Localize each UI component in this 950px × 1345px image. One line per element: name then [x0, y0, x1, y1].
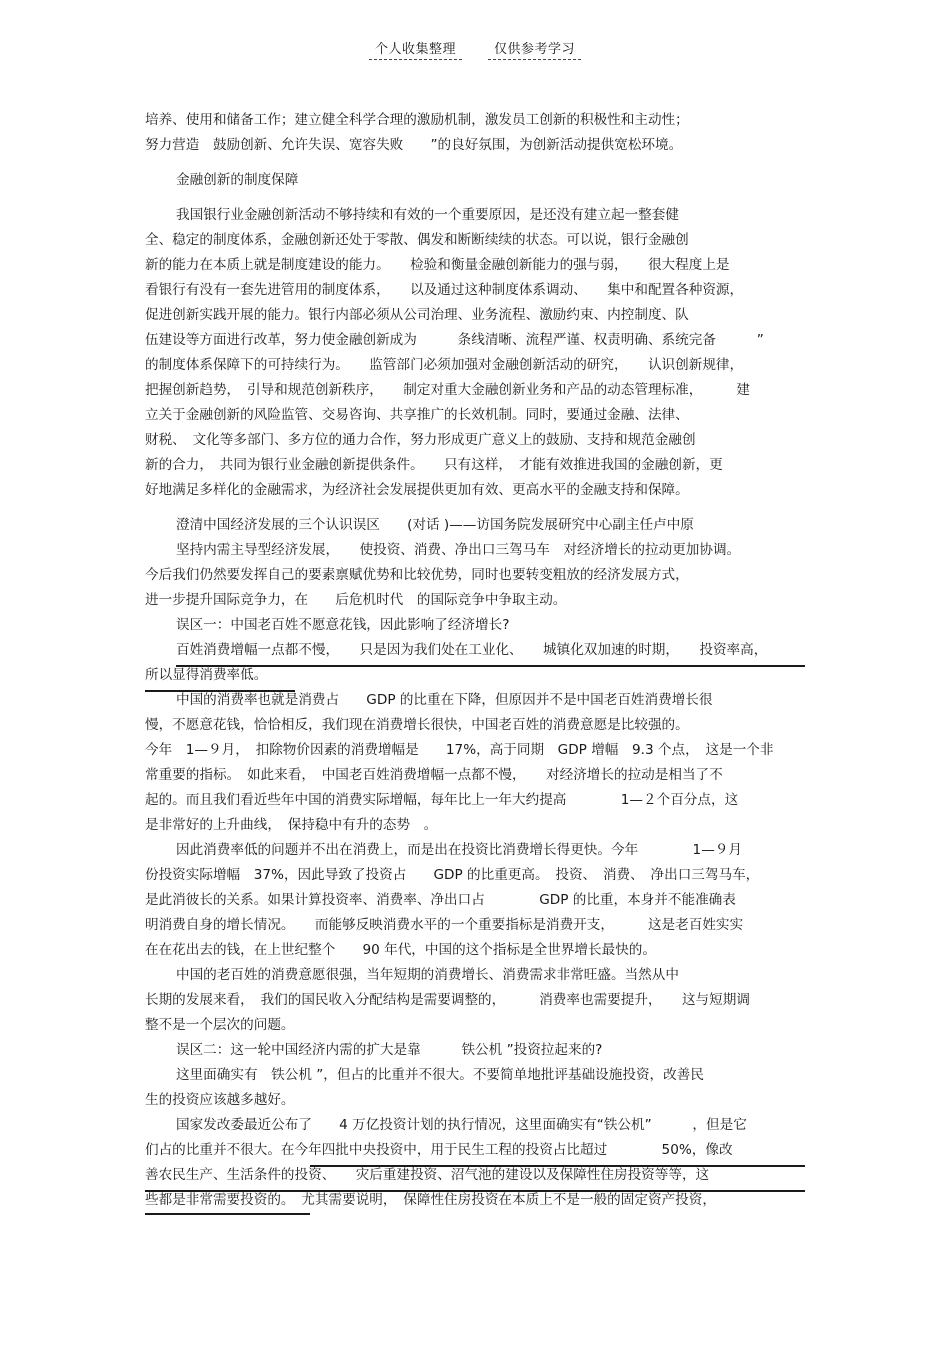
text-line: 财税、 文化等多部门、多方位的通力合作，努力形成更广意义上的鼓励、支持和规范金融创: [145, 432, 696, 448]
text-line: 中国的老百姓的消费意愿很强，当年短期的消费增长、消费需求非常旺盛。当然从中: [176, 967, 679, 983]
text-line: 澄清中国经济发展的三个认识误区 (对话 )——访国务院发展研究中心副主任卢中原: [176, 517, 694, 533]
text-line: 善农民生产、生活条件的投资、 灾后重建投资、沼气池的建设以及保障性住房投资等等，这: [145, 1167, 710, 1183]
text-line: 促进创新实践开展的能力。银行内部必须从公司治理、业务流程、激励约束、内控制度、队: [145, 307, 689, 323]
header-left-text: 个人收集整理: [369, 42, 462, 60]
text-line: 误区一：中国老百姓不愿意花钱，因此影响了经济增长?: [176, 617, 510, 633]
text-line: 明消费自身的增长情况。 而能够反映消费水平的一个重要指标是消费开支， 这是老百姓实实: [145, 917, 744, 933]
text-line: 在在花出去的钱，在上世纪整个 90 年代，中国的这个指标是全世界增长最快的。: [145, 942, 656, 958]
text-line: 百姓消费增幅一点都不慢， 只是因为我们处在工业化、 城镇化双加速的时期， 投资率高，: [176, 642, 768, 658]
text-line: 我国银行业金融创新活动不够持续和有效的一个重要原因，是还没有建立起一整套健: [176, 207, 679, 223]
text-line: 所以显得消费率低。: [145, 667, 268, 683]
underline-rule: [145, 690, 295, 692]
text-line: 这里面确实有 铁公机 ”，但占的比重并不很大。不要简单地批评基础设施投资，改善民: [176, 1067, 704, 1083]
text-line: 今年 1—９月， 扣除物价因素的消费增幅是 17%，高于同期 GDP 增幅 9.3 个点， 这是一个非: [145, 742, 774, 758]
text-line: 些都是非常需要投资的。 尤其需要说明， 保障性住房投资在本质上不是一般的固定资产投资，: [145, 1192, 716, 1208]
underline-rule: [310, 1165, 805, 1167]
text-line: 因此消费率低的问题并不出在消费上，而是出在投资比消费增长得更快。今年 1—９月: [176, 842, 742, 858]
text-line: 进一步提升国际竞争力，在 后危机时代 的国际竞争中争取主动。: [145, 592, 567, 608]
text-line: 新的合力， 共同为银行业金融创新提供条件。 只有这样， 才能有效推进我国的金融创新，更: [145, 457, 723, 473]
text-line: 把握创新趋势， 引导和规范创新秩序， 制定对重大金融创新业务和产品的动态管理标准， 建: [145, 382, 750, 398]
text-line: 是非常好的上升曲线， 保持稳中有升的态势 。: [145, 817, 438, 833]
text-line: 是此消彼长的关系。如果计算投资率、消费率、净出口占 GDP 的比重，本身并不能准确表: [145, 892, 736, 908]
text-line: 立关于金融创新的风险监管、交易咨询、共享推广的长效机制。同时，要通过金融、法律、: [145, 407, 689, 423]
text-line: 常重要的指标。 如此来看， 中国老百姓消费增幅一点都不慢， 对经济增长的拉动是相当了不: [145, 767, 723, 783]
text-line: 份投资实际增幅 37%，因此导致了投资占 GDP 的比重更高。 投资、 消费、 净出口三驾马车，: [145, 867, 760, 883]
underline-rule: [176, 665, 805, 667]
text-line: 金融创新的制度保障: [176, 172, 299, 188]
text-line: 坚持内需主导型经济发展， 使投资、消费、净出口三驾马车 对经济增长的拉动更加协调。: [176, 542, 741, 558]
text-line: 生的投资应该越多越好。: [145, 1092, 295, 1108]
text-line: 们占的比重并不很大。在今年四批中央投资中，用于民生工程的投资占比超过 50%，像改: [145, 1142, 733, 1158]
underline-rule: [145, 1213, 310, 1215]
page-header: [0, 38, 950, 57]
text-line: 国家发改委最近公布了 4 万亿投资计划的执行情况，这里面确实有“铁公机” ，但是它: [176, 1117, 747, 1133]
text-line: 好地满足多样化的金融需求，为经济社会发展提供更加有效、更高水平的金融支持和保障。: [145, 482, 689, 498]
text-line: 全、稳定的制度体系，金融创新还处于零散、偶发和断断续续的状态。可以说，银行金融创: [145, 232, 689, 248]
text-line: 今后我们仍然要发挥自己的要素禀赋优势和比较优势，同时也要转变粗放的经济发展方式，: [145, 567, 689, 583]
text-line: 长期的发展来看， 我们的国民收入分配结构是需要调整的， 消费率也需要提升， 这与短期调: [145, 992, 750, 1008]
underline-rule: [145, 1190, 805, 1192]
header-right-text: 仅供参考学习: [488, 42, 581, 60]
text-line: 伍建设等方面进行改革，努力使金融创新成为 条线清晰、流程严谨、权责明确、系统完备 ”: [145, 332, 764, 348]
text-line: 中国的消费率也就是消费占 GDP 的比重在下降，但原因并不是中国老百姓消费增长很: [176, 692, 713, 708]
text-line: 培养、使用和储备工作；建立健全科学合理的激励机制，激发员工创新的积极性和主动性；: [145, 112, 689, 128]
text-line: 误区二：这一轮中国经济内需的扩大是靠 铁公机 ”投资拉起来的?: [176, 1042, 603, 1058]
text-line: 慢，不愿意花钱，恰恰相反，我们现在消费增长很快，中国老百姓的消费意愿是比较强的。: [145, 717, 689, 733]
text-line: 看银行有没有一套先进管用的制度体系， 以及通过这种制度体系调动、 集中和配置各种资源，: [145, 282, 744, 298]
text-line: 的制度体系保障下的可持续行为。 监管部门必须加强对金融创新活动的研究， 认识创新规律，: [145, 357, 744, 373]
text-line: 努力营造 鼓励创新、允许失误、宽容失败 ”的良好氛围，为创新活动提供宽松环境。: [145, 137, 683, 153]
text-line: 新的能力在本质上就是制度建设的能力。 检验和衡量金融创新能力的强与弱， 很大程度上是: [145, 257, 730, 273]
text-line: 整不是一个层次的问题。: [145, 1017, 295, 1033]
text-line: 起的。而且我们看近些年中国的消费实际增幅，每年比上一年大约提高 1—２个百分点，这: [145, 792, 739, 808]
